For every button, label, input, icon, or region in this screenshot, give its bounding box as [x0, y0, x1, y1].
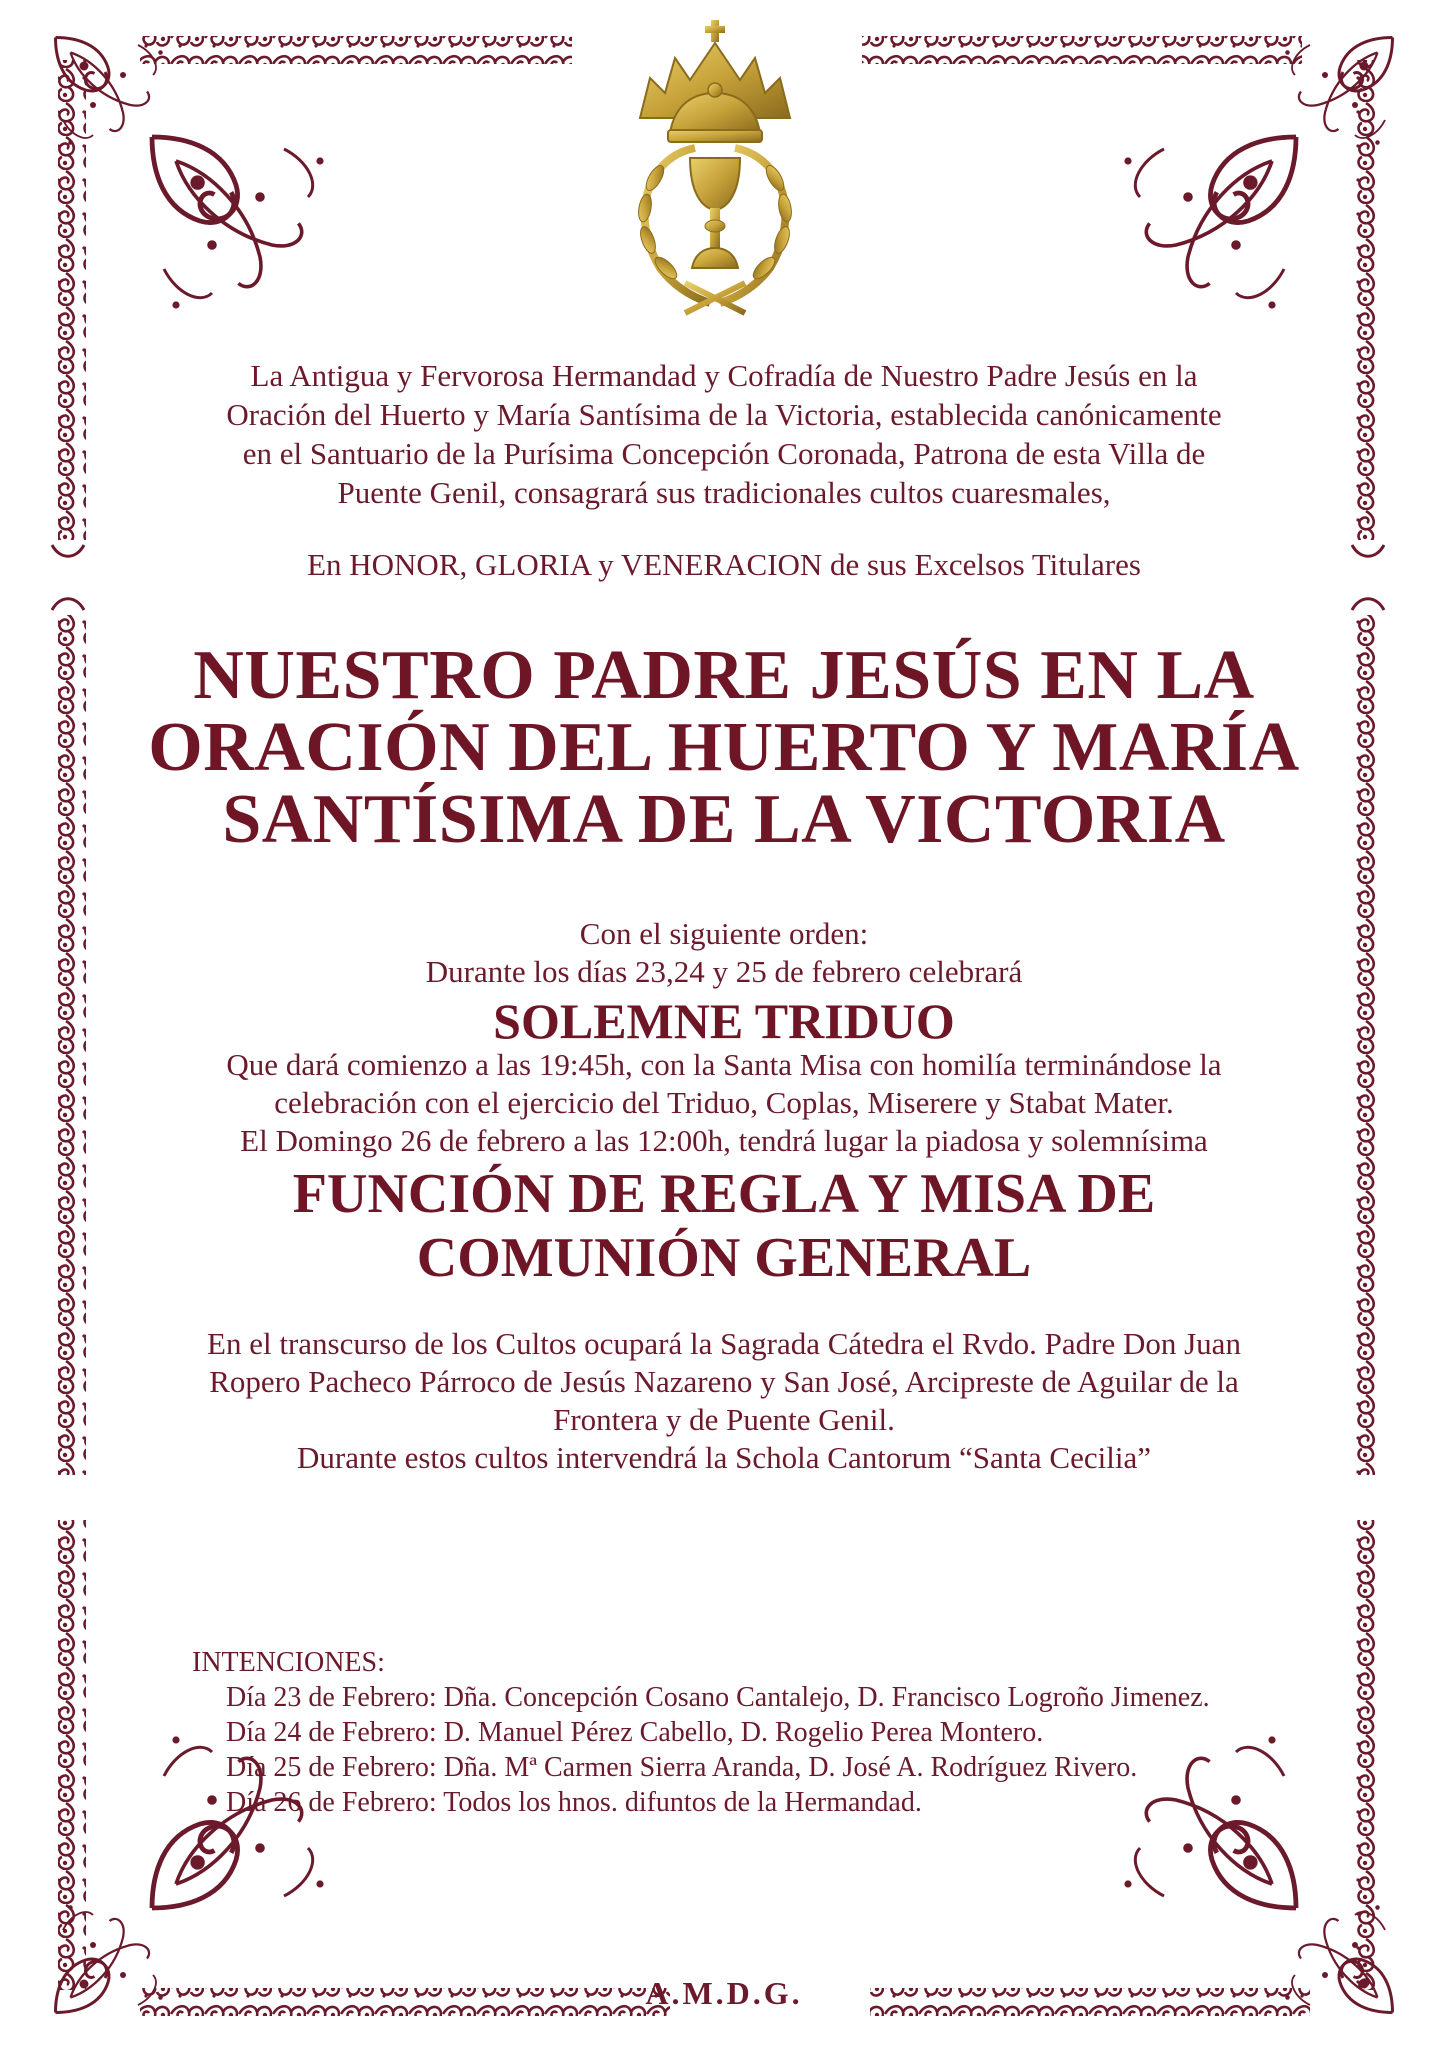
intencion-item: Día 26 de Febrero: Todos los hnos. difuntos de la Hermandad.: [226, 1787, 922, 1818]
funcion-title: [0, 1162, 1448, 1290]
footer-amdg: A.M.D.G.: [645, 1975, 803, 2011]
intenciones-list: [192, 1645, 1292, 1820]
intro-line: en el Santuario de la Purísima Concepción Coronada, Patrona de esta Villa de: [242, 436, 1206, 471]
intro-line: Oración del Huerto y María Santísima de la Victoria, establecida canónicamente: [226, 397, 1222, 432]
predicador-line: Frontera y de Puente Genil.: [553, 1402, 895, 1437]
triduo-line: El Domingo 26 de febrero a las 12:00h, tendrá lugar la piadosa y solemnísima: [240, 1123, 1208, 1158]
triduo-description: [0, 1046, 1448, 1160]
title-line: SANTÍSIMA DE LA VICTORIA: [222, 781, 1226, 858]
order-intro: Con el siguiente orden:: [579, 916, 869, 951]
chalice-crown-crest-icon: [600, 18, 830, 318]
predicador-line: En el transcurso de los Cultos ocupará la Sagrada Cátedra el Rvdo. Padre Don Juan: [207, 1326, 1241, 1361]
order-days: Durante los días 23,24 y 25 de febrero celebrará: [425, 954, 1023, 989]
funcion-line: FUNCIÓN DE REGLA Y MISA DE: [292, 1163, 1156, 1225]
intenciones-heading: INTENCIONES:: [192, 1647, 385, 1678]
predicador-line: Durante estos cultos intervendrá la Schola Cantorum “Santa Cecilia”: [297, 1440, 1151, 1475]
honor-line: En HONOR, GLORIA y VENERACION de sus Excelsos Titulares: [307, 547, 1141, 582]
intro-paragraph: [0, 356, 1448, 512]
intencion-item: Día 24 de Febrero: D. Manuel Pérez Cabello, D. Rogelio Perea Montero.: [226, 1717, 1044, 1748]
triduo-line: Que dará comienzo a las 19:45h, con la Santa Misa con homilía terminándose la: [226, 1047, 1222, 1082]
intro-line: La Antigua y Fervorosa Hermandad y Cofradía de Nuestro Padre Jesús en la: [250, 358, 1198, 393]
predicador-line: Ropero Pacheco Párroco de Jesús Nazareno y San José, Arcipreste de Aguilar de la: [209, 1364, 1239, 1399]
intencion-item: Día 25 de Febrero: Dña. Mª Carmen Sierra Aranda, D. José A. Rodríguez Rivero.: [226, 1752, 1138, 1783]
intro-line: Puente Genil, consagrará sus tradicionales cultos cuaresmales,: [337, 475, 1111, 510]
order-section: [0, 915, 1448, 991]
title-line: ORACIÓN DEL HUERTO Y MARÍA: [148, 709, 1300, 786]
triduo-line: celebración con el ejercicio del Triduo, Coplas, Miserere y Stabat Mater.: [274, 1085, 1174, 1120]
funcion-line: COMUNIÓN GENERAL: [416, 1227, 1032, 1289]
title-line: NUESTRO PADRE JESÚS EN LA: [193, 637, 1255, 714]
intencion-item: Día 23 de Febrero: Dña. Concepción Cosano Cantalejo, D. Francisco Logroño Jimenez.: [226, 1682, 1210, 1713]
main-title: [0, 637, 1448, 858]
predicador-paragraph: [0, 1325, 1448, 1477]
triduo-title: SOLEMNE TRIDUO: [493, 993, 955, 1049]
